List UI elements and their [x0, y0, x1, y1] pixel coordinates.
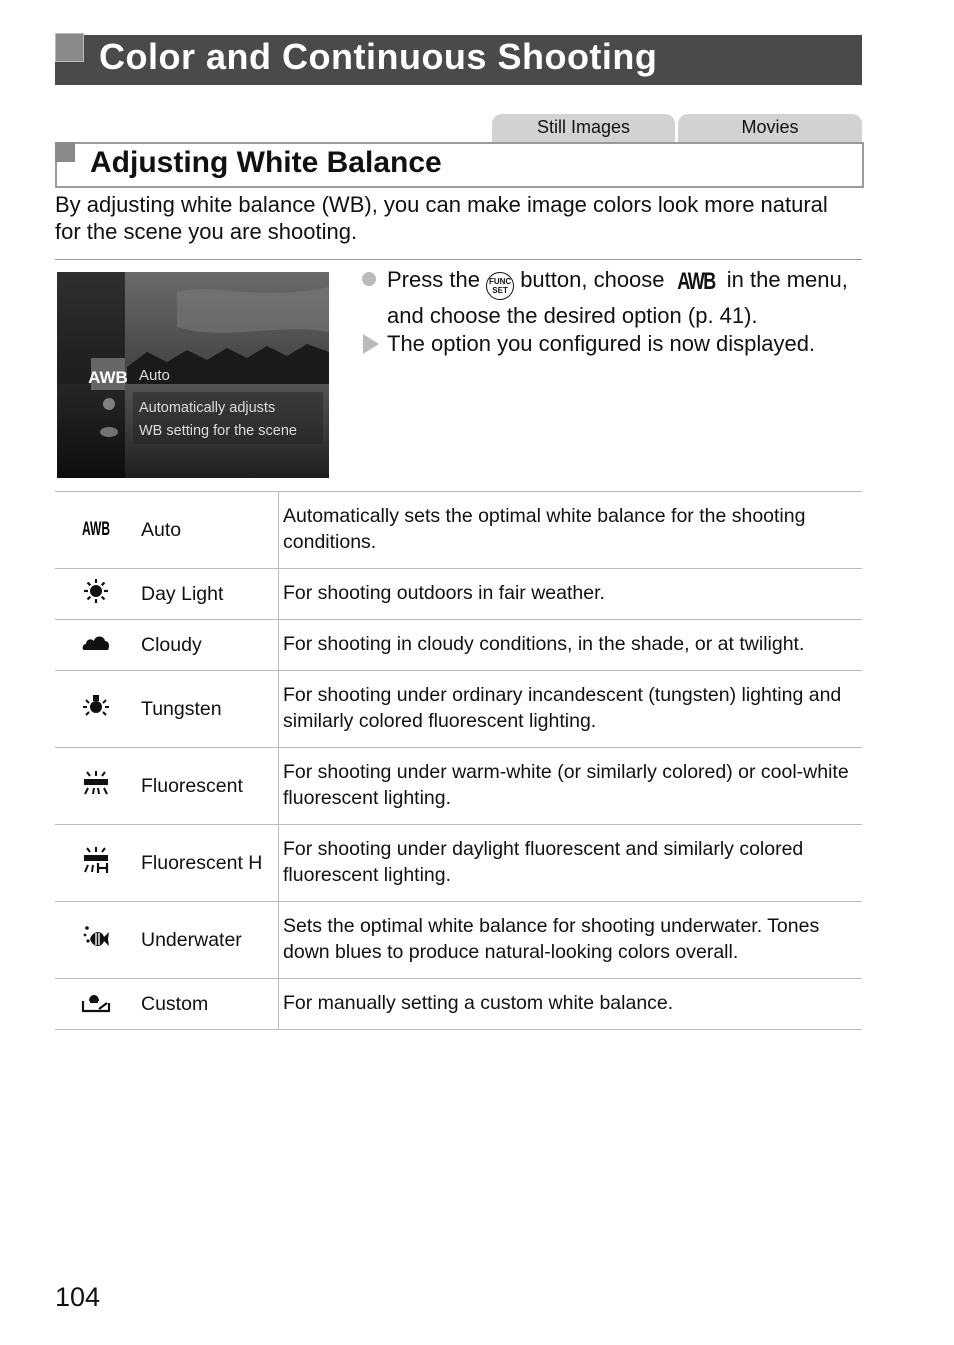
option-description: For shooting outdoors in fair weather.: [279, 569, 863, 620]
option-description: Sets the optimal white balance for shooting underwater. Tones down blues to produce natural-looking colors overall.: [279, 902, 863, 979]
page-number: 104: [55, 1282, 101, 1312]
screen-mode-label: Auto: [139, 367, 170, 384]
custom-icon: [55, 979, 137, 1030]
screen-desc-line2: WB setting for the scene: [139, 423, 297, 439]
func-set-button-icon: FUNC SET: [486, 272, 514, 300]
step-1-text-b: button, choose: [520, 267, 665, 292]
section-title: Adjusting White Balance: [90, 146, 442, 179]
table-row: [55, 979, 862, 1030]
underwater-icon: [55, 902, 137, 979]
tab-movies: Movies: [678, 114, 862, 142]
cloudy-icon: [55, 620, 137, 671]
option-name: Tungsten: [137, 671, 279, 748]
intro-paragraph: By adjusting white balance (WB), you can make image colors look more natural for the scene you are shooting.: [55, 192, 828, 244]
option-name: Day Light: [137, 569, 279, 620]
table-row: [55, 620, 862, 671]
table-row: [55, 569, 862, 620]
awb-icon: AWB: [676, 268, 715, 295]
option-name: Custom: [137, 979, 279, 1030]
option-description: Automatically sets the optimal white balance for the shooting conditions.: [279, 492, 863, 569]
tungsten-icon: [55, 671, 137, 748]
section-marker: [55, 142, 75, 162]
step-1-text-a: Press the: [387, 267, 480, 292]
screen-desc-line1: Automatically adjusts: [139, 400, 276, 416]
table-row: [55, 492, 862, 569]
table-row: [55, 825, 862, 902]
option-name: Underwater: [137, 902, 279, 979]
camera-screen-image: [57, 272, 329, 478]
option-name: Cloudy: [137, 620, 279, 671]
step-1-text-c: in the menu,: [726, 267, 848, 292]
tab-still-images: Still Images: [492, 114, 675, 142]
result-arrow-icon: [363, 334, 379, 354]
table-row: [55, 902, 862, 979]
fluorescent-h-icon: [55, 825, 137, 902]
option-description: For shooting in cloudy conditions, in the shade, or at twilight.: [279, 620, 863, 671]
awb-icon: [55, 492, 137, 569]
screen-awb-icon: AWB: [88, 368, 128, 387]
fluorescent-icon: [55, 748, 137, 825]
option-description: For shooting under ordinary incandescent (tungsten) lighting and similarly colored fluorescent lighting.: [279, 671, 863, 748]
table-row: [55, 748, 862, 825]
daylight-icon: [55, 569, 137, 620]
option-description: For shooting under warm-white (or similarly colored) or cool-white fluorescent lighting.: [279, 748, 863, 825]
option-name: Fluorescent H: [137, 825, 279, 902]
step-2-text: The option you configured is now displayed.: [387, 331, 816, 356]
chapter-marker: [55, 33, 84, 62]
option-name: Auto: [137, 492, 279, 569]
svg-text:AWB: AWB: [82, 518, 110, 540]
white-balance-table: [55, 491, 862, 1030]
option-description: For manually setting a custom white balance.: [279, 979, 863, 1030]
option-name: Fluorescent: [137, 748, 279, 825]
divider: [55, 259, 862, 260]
step-bullet-icon: [362, 272, 376, 286]
chapter-title: Color and Continuous Shooting: [99, 36, 658, 77]
table-row: [55, 671, 862, 748]
step-1-text-d: and choose the desired option (p. 41).: [387, 303, 758, 328]
option-description: For shooting under daylight fluorescent and similarly colored fluorescent lighting.: [279, 825, 863, 902]
